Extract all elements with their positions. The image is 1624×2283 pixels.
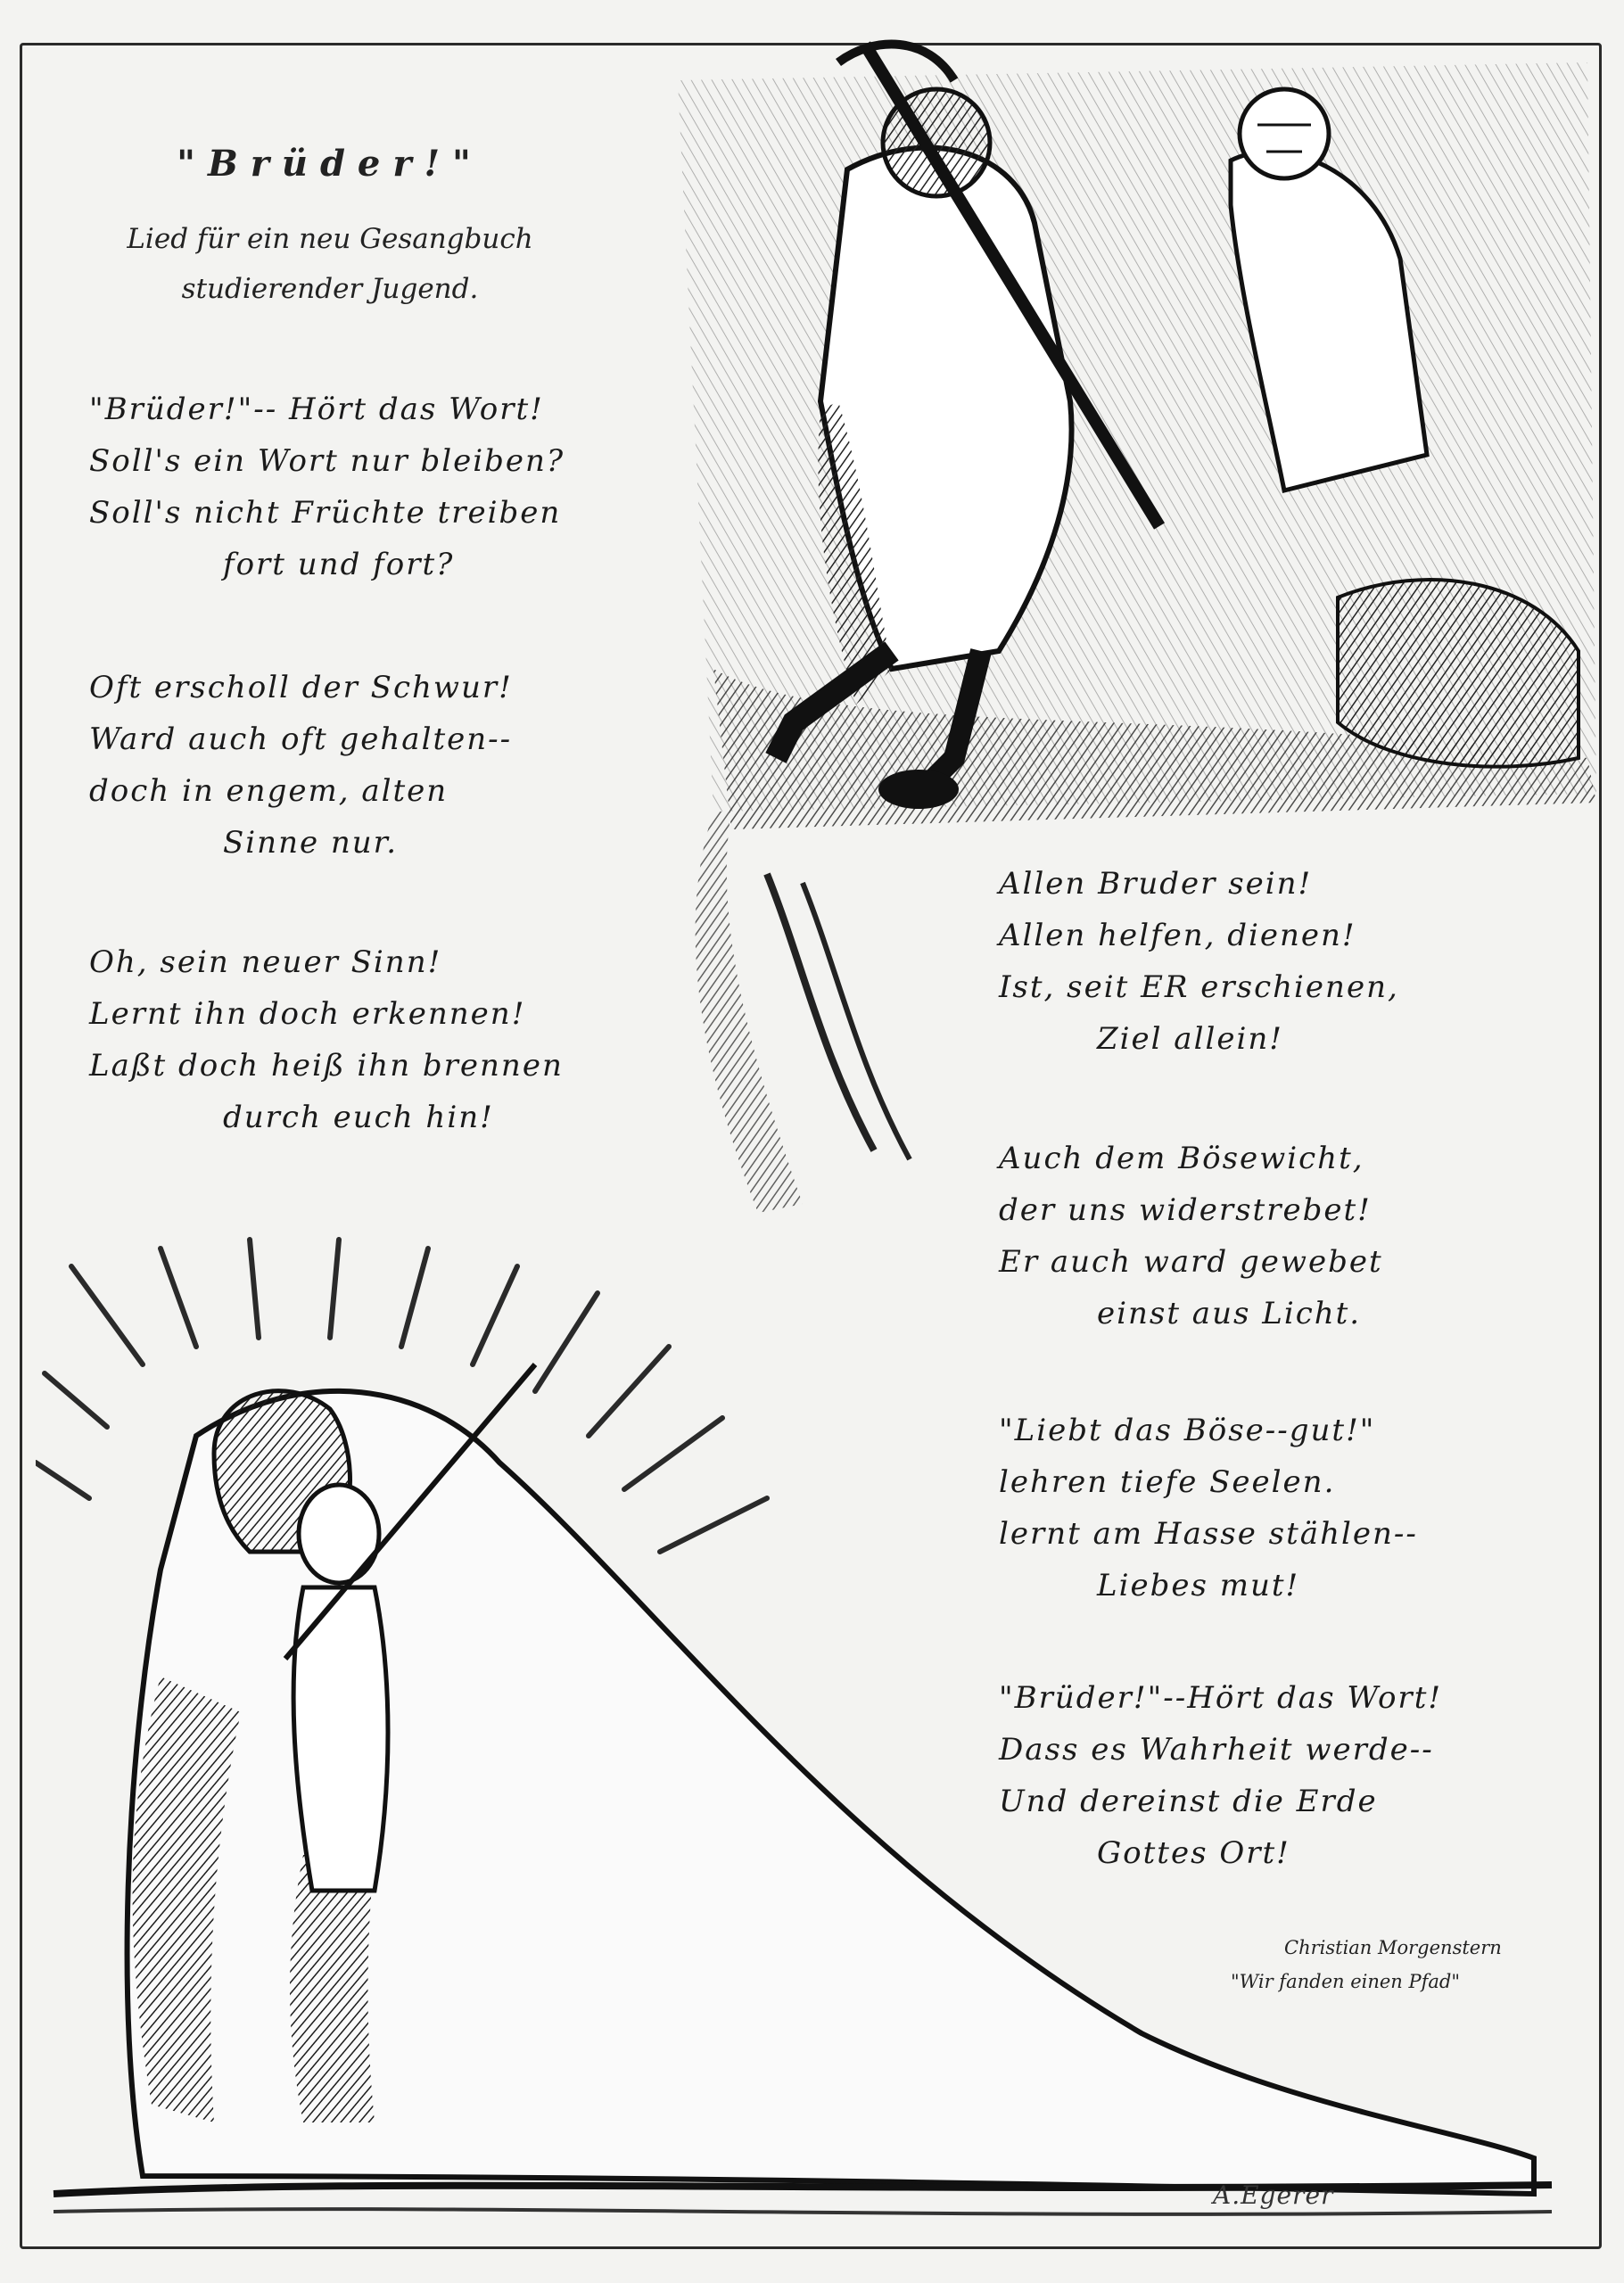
subtitle-line: studierender Jugend.: [181, 273, 479, 305]
verse-line: einst aus Licht.: [1097, 1296, 1362, 1331]
stanza-7: [999, 1672, 1442, 1879]
fight-illustration: [660, 27, 1605, 1275]
verse-line: Ward auch oft gehalten--: [89, 721, 513, 757]
poem-title: "Brüder!": [177, 143, 483, 185]
stanza-1: [89, 383, 565, 590]
verse-line: Gottes Ort!: [1097, 1835, 1290, 1871]
verse-line: durch euch hin!: [223, 1100, 494, 1135]
stanza-2: [89, 662, 513, 869]
verse-line: Soll's ein Wort nur bleiben?: [89, 443, 565, 479]
verse-line: Auch dem Bösewicht,: [999, 1141, 1364, 1176]
source-title: "Wir fanden einen Pfad": [1231, 1971, 1461, 1992]
subtitle-line: Lied für ein neu Gesangbuch: [127, 223, 533, 255]
verse-line: der uns widerstrebet!: [999, 1192, 1372, 1228]
verse-line: Allen helfen, dienen!: [999, 918, 1356, 953]
stanza-3: [89, 936, 564, 1143]
verse-line: Soll's nicht Früchte treiben: [89, 495, 562, 531]
verse-line: Lernt ihn doch erkennen!: [89, 996, 526, 1032]
verse-line: Oh, sein neuer Sinn!: [89, 944, 442, 980]
verse-line: Allen Bruder sein!: [999, 866, 1313, 902]
verse-line: Und dereinst die Erde: [999, 1784, 1378, 1819]
stanza-5: [999, 1133, 1383, 1339]
artist-signature: A.Egerer: [1213, 2180, 1334, 2210]
verse-line: Laßt doch heiß ihn brennen: [89, 1048, 564, 1084]
poem-subtitle: [80, 214, 580, 314]
verse-line: Oft erscholl der Schwur!: [89, 670, 513, 705]
verse-line: "Brüder!"-- Hört das Wort!: [89, 391, 544, 427]
verse-line: Dass es Wahrheit werde--: [999, 1732, 1434, 1768]
author-credit: [1231, 1931, 1561, 1999]
stanza-4: [999, 858, 1399, 1065]
verse-line: Er auch ward gewebet: [999, 1244, 1383, 1280]
verse-line: "Liebt das Böse--gut!": [999, 1413, 1376, 1448]
verse-line: lehren tiefe Seelen.: [999, 1464, 1336, 1500]
verse-line: Ziel allein!: [1097, 1021, 1283, 1057]
verse-line: lernt am Hasse stählen--: [999, 1516, 1418, 1552]
verse-line: Liebes mut!: [1097, 1568, 1300, 1603]
verse-line: doch in engem, alten: [89, 773, 449, 809]
verse-line: "Brüder!"--Hört das Wort!: [999, 1680, 1443, 1716]
author-name: Christian Morgenstern: [1284, 1937, 1502, 1958]
verse-line: Sinne nur.: [223, 825, 399, 861]
verse-line: fort und fort?: [223, 547, 455, 582]
verse-line: Ist, seit ER erschienen,: [999, 969, 1399, 1005]
stanza-6: [999, 1405, 1418, 1611]
